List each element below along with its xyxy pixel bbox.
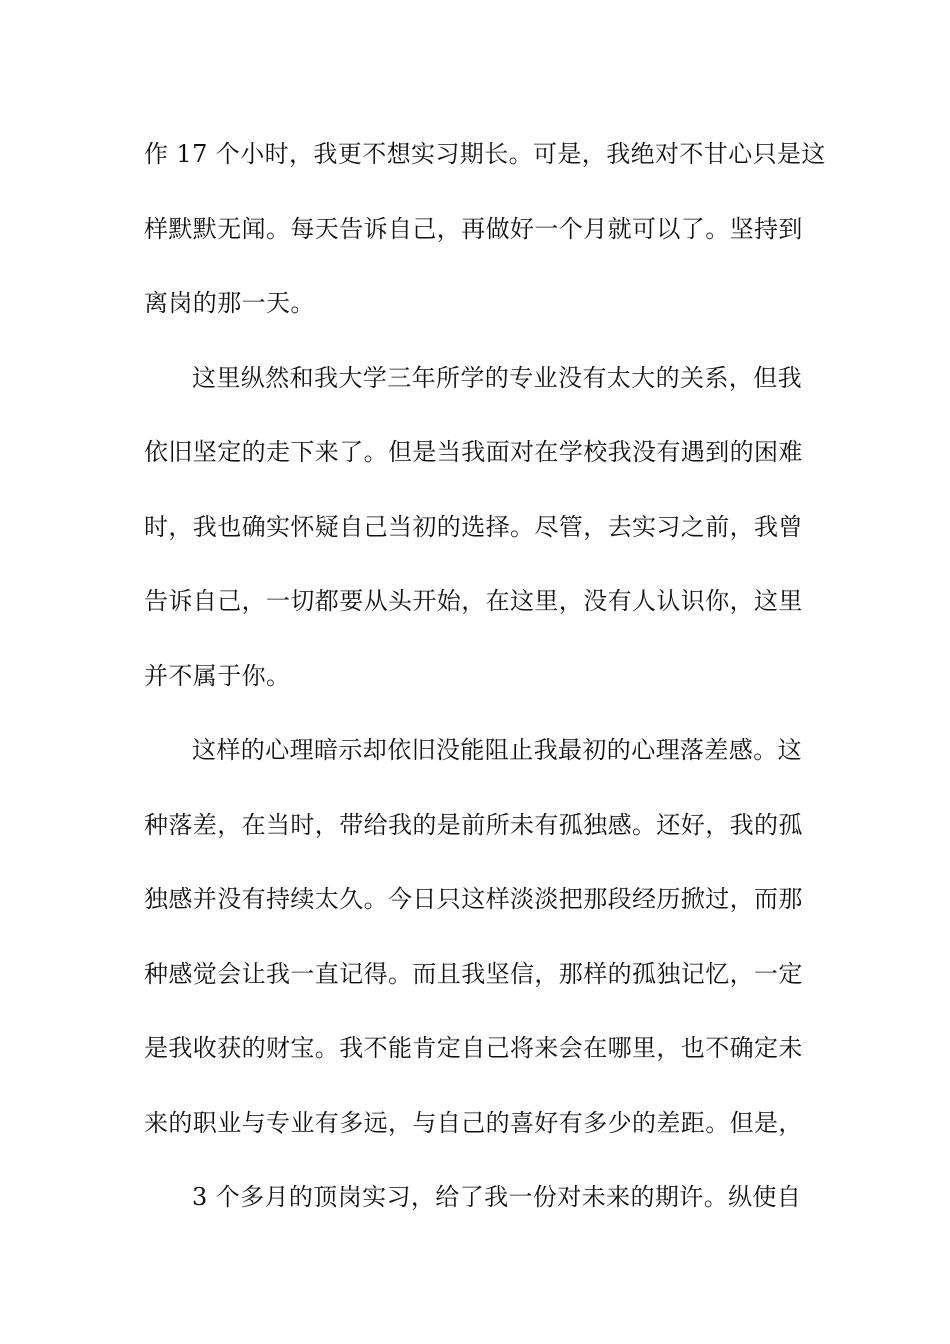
text-line: 来的职业与专业有多远，与自己的喜好有多少的差距。但是， [144, 1108, 803, 1137]
text-line: 并不属于你。 [144, 661, 291, 690]
text-line: 样默默无闻。每天告诉自己，再做好一个月就可以了。坚持到 [144, 214, 803, 243]
body-text [144, 130, 826, 1248]
text-line: 时，我也确实怀疑自己当初的选择。尽管，去实习之前，我曾 [144, 512, 803, 541]
paragraph-first-line: 3 个多月的顶岗实习，给了我一份对未来的期许。纵使自 [192, 1183, 802, 1211]
text-line: 告诉自己，一切都要从头开始，在这里，没有人认识你，这里 [144, 587, 803, 615]
text-line: 依旧坚定的走下来了。但是当我面对在学校我没有遇到的困难 [144, 438, 803, 466]
text-line: 种感觉会让我一直记得。而且我坚信，那样的孤独记忆，一定 [144, 959, 803, 988]
text-line: 是我收获的财宝。我不能肯定自己将来会在哪里，也不确定未 [144, 1034, 803, 1062]
text-line: 独感并没有持续太久。今日只这样淡淡把那段经历掀过，而那 [144, 885, 803, 913]
text-line: 种落差，在当时，带给我的是前所未有孤独感。还好，我的孤 [144, 810, 803, 839]
paragraph-first-line: 这里纵然和我大学三年所学的专业没有太大的关系，但我 [192, 363, 802, 392]
text-line: 作 17 个小时，我更不想实习期长。可是，我绝对不甘心只是这 [144, 140, 826, 168]
text-line: 离岗的那一天。 [144, 289, 315, 317]
paragraph-first-line: 这样的心理暗示却依旧没能阻止我最初的心理落差感。这 [192, 736, 802, 764]
